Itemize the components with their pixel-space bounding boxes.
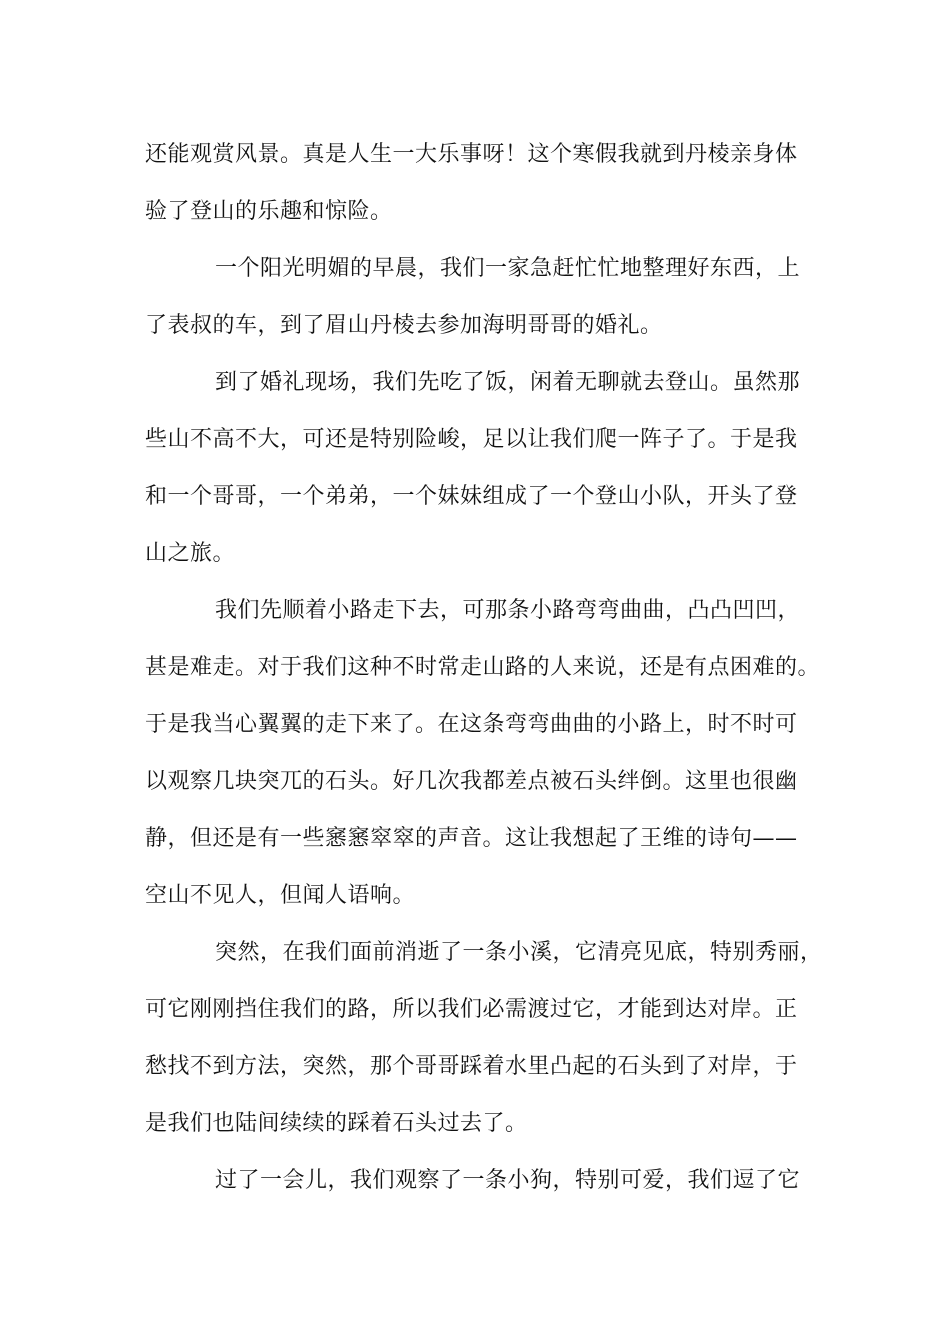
text-line: 是我们也陆间续续的踩着石头过去了。 (145, 1111, 528, 1136)
essay-body (145, 126, 825, 1209)
text-line: 以观察几块突兀的石头。好几次我都差点被石头绊倒。这里也很幽 (145, 769, 798, 794)
paragraph-start-line: 我们先顺着小路走下去，可那条小路弯弯曲曲，凸凸凹凹， (215, 598, 801, 623)
paragraph-start-line: 到了婚礼现场，我们先吃了饭，闲着无聊就去登山。虽然那 (215, 370, 801, 395)
text-line: 于是我当心翼翼的走下来了。在这条弯弯曲曲的小路上，时不时可 (145, 712, 798, 737)
text-line: 甚是难走。对于我们这种不时常走山路的人来说，还是有点困难的。 (145, 655, 821, 680)
text-line: 空山不见人，但闻人语响。 (145, 883, 416, 908)
paragraph-start-line: 一个阳光明媚的早晨，我们一家急赶忙忙地整理好东西，上 (215, 256, 801, 281)
text-line: 了表叔的车，到了眉山丹棱去参加海明哥哥的婚礼。 (145, 313, 663, 338)
text-line: 些山不高不大，可还是特别险峻，足以让我们爬一阵子了。于是我 (145, 427, 798, 452)
text-line: 愁找不到方法，突然，那个哥哥踩着水里凸起的石头到了对岸，于 (145, 1054, 798, 1079)
text-line: 验了登山的乐趣和惊险。 (145, 199, 393, 224)
paragraph-start-line: 突然，在我们面前消逝了一条小溪，它清亮见底，特别秀丽， (215, 940, 823, 965)
text-line: 可它刚刚挡住我们的路，所以我们必需渡过它，才能到达对岸。正 (145, 997, 798, 1022)
paragraph-start-line: 过了一会儿，我们观察了一条小狗，特别可爱，我们逗了它 (215, 1168, 801, 1193)
text-line: 和一个哥哥，一个弟弟，一个妹妹组成了一个登山小队，开头了登 (145, 484, 798, 509)
text-line: 还能观赏风景。真是人生一大乐事呀！这个寒假我就到丹棱亲身体 (145, 142, 798, 167)
text-line: 静，但还是有一些窸窸窣窣的声音。这让我想起了王维的诗句—— (145, 826, 798, 851)
text-line: 山之旅。 (145, 541, 236, 566)
